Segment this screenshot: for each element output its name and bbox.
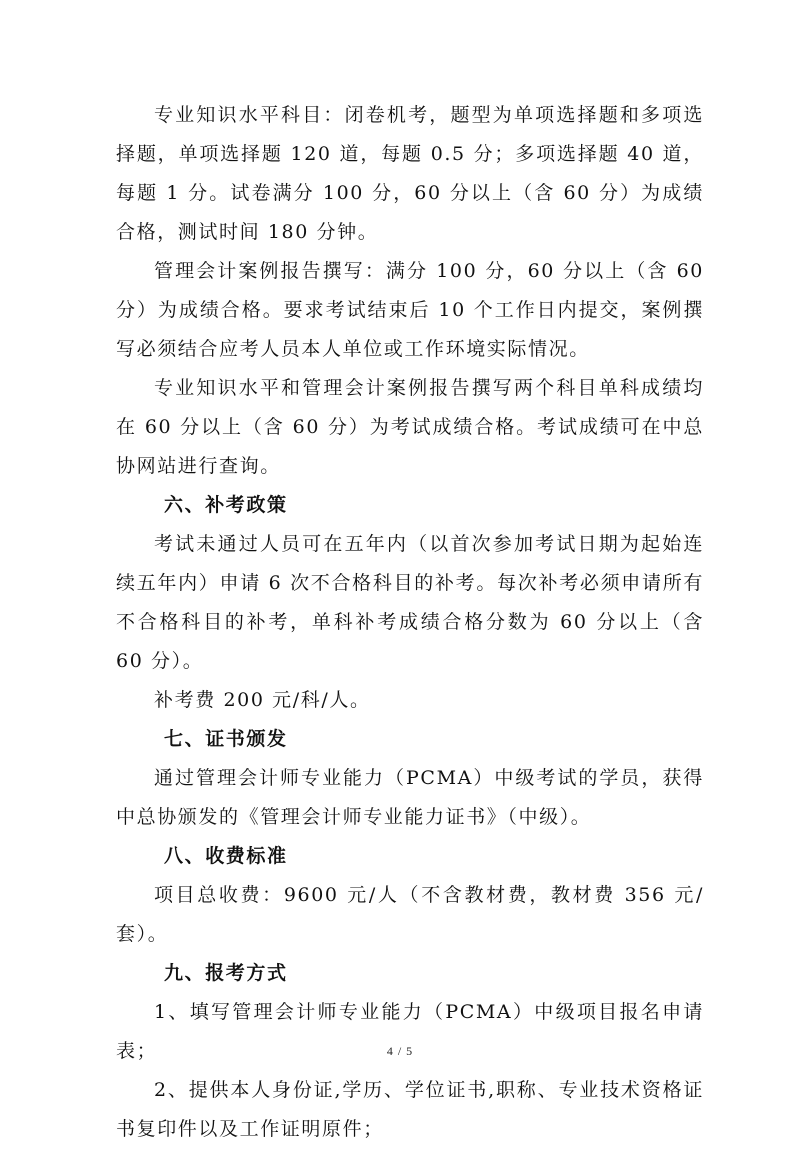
paragraph-certificate: 通过管理会计师专业能力（PCMA）中级考试的学员，获得中总协颁发的《管理会计师专业能力证书》（中级）。 — [116, 767, 704, 828]
paragraph-retake-rules: 考试未通过人员可在五年内（以首次参加考试日期为起始连续五年内）申请 6 次不合格科目的补考。每次补考必须申请所有不合格科目的补考，单科补考成绩合格分数为 60 分以上（含 60 分）。 — [116, 533, 704, 672]
paragraph-exam-format: 专业知识水平科目：闭卷机考，题型为单项选择题和多项选择题，单项选择题 120 道，每题 0.5 分；多项选择题 40 道，每题 1 分。试卷满分 100 分，60 分以上（含 60 分）为成绩合格，测试时间 180 分钟。 — [116, 104, 704, 243]
document-body — [116, 96, 704, 1149]
section-heading-retake-policy: 六、补考政策 — [164, 494, 288, 516]
section-heading-certificate: 七、证书颁发 — [164, 728, 288, 750]
paragraph-registration-step-2: 2、提供本人身份证,学历、学位证书,职称、专业技术资格证书复印件以及工作证明原件； — [116, 1079, 704, 1140]
paragraph-registration-step-1: 1、填写管理会计师专业能力（PCMA）中级项目报名申请表； — [116, 1001, 704, 1062]
section-heading-fees: 八、收费标准 — [164, 845, 288, 867]
paragraph-passing-criteria: 专业知识水平和管理会计案例报告撰写两个科目单科成绩均在 60 分以上（含 60 分）为考试成绩合格。考试成绩可在中总协网站进行查询。 — [116, 377, 704, 477]
paragraph-case-report: 管理会计案例报告撰写：满分 100 分，60 分以上（含 60 分）为成绩合格。要求考试结束后 10 个工作日内提交，案例撰写必须结合应考人员本人单位或工作环境实际情况。 — [116, 260, 704, 360]
paragraph-retake-fee: 补考费 200 元/科/人。 — [154, 689, 371, 711]
paragraph-fees: 项目总收费：9600 元/人（不含教材费，教材费 356 元/套）。 — [116, 884, 704, 945]
page-number: 4 / 5 — [386, 1044, 414, 1058]
section-heading-registration: 九、报考方式 — [164, 962, 288, 984]
